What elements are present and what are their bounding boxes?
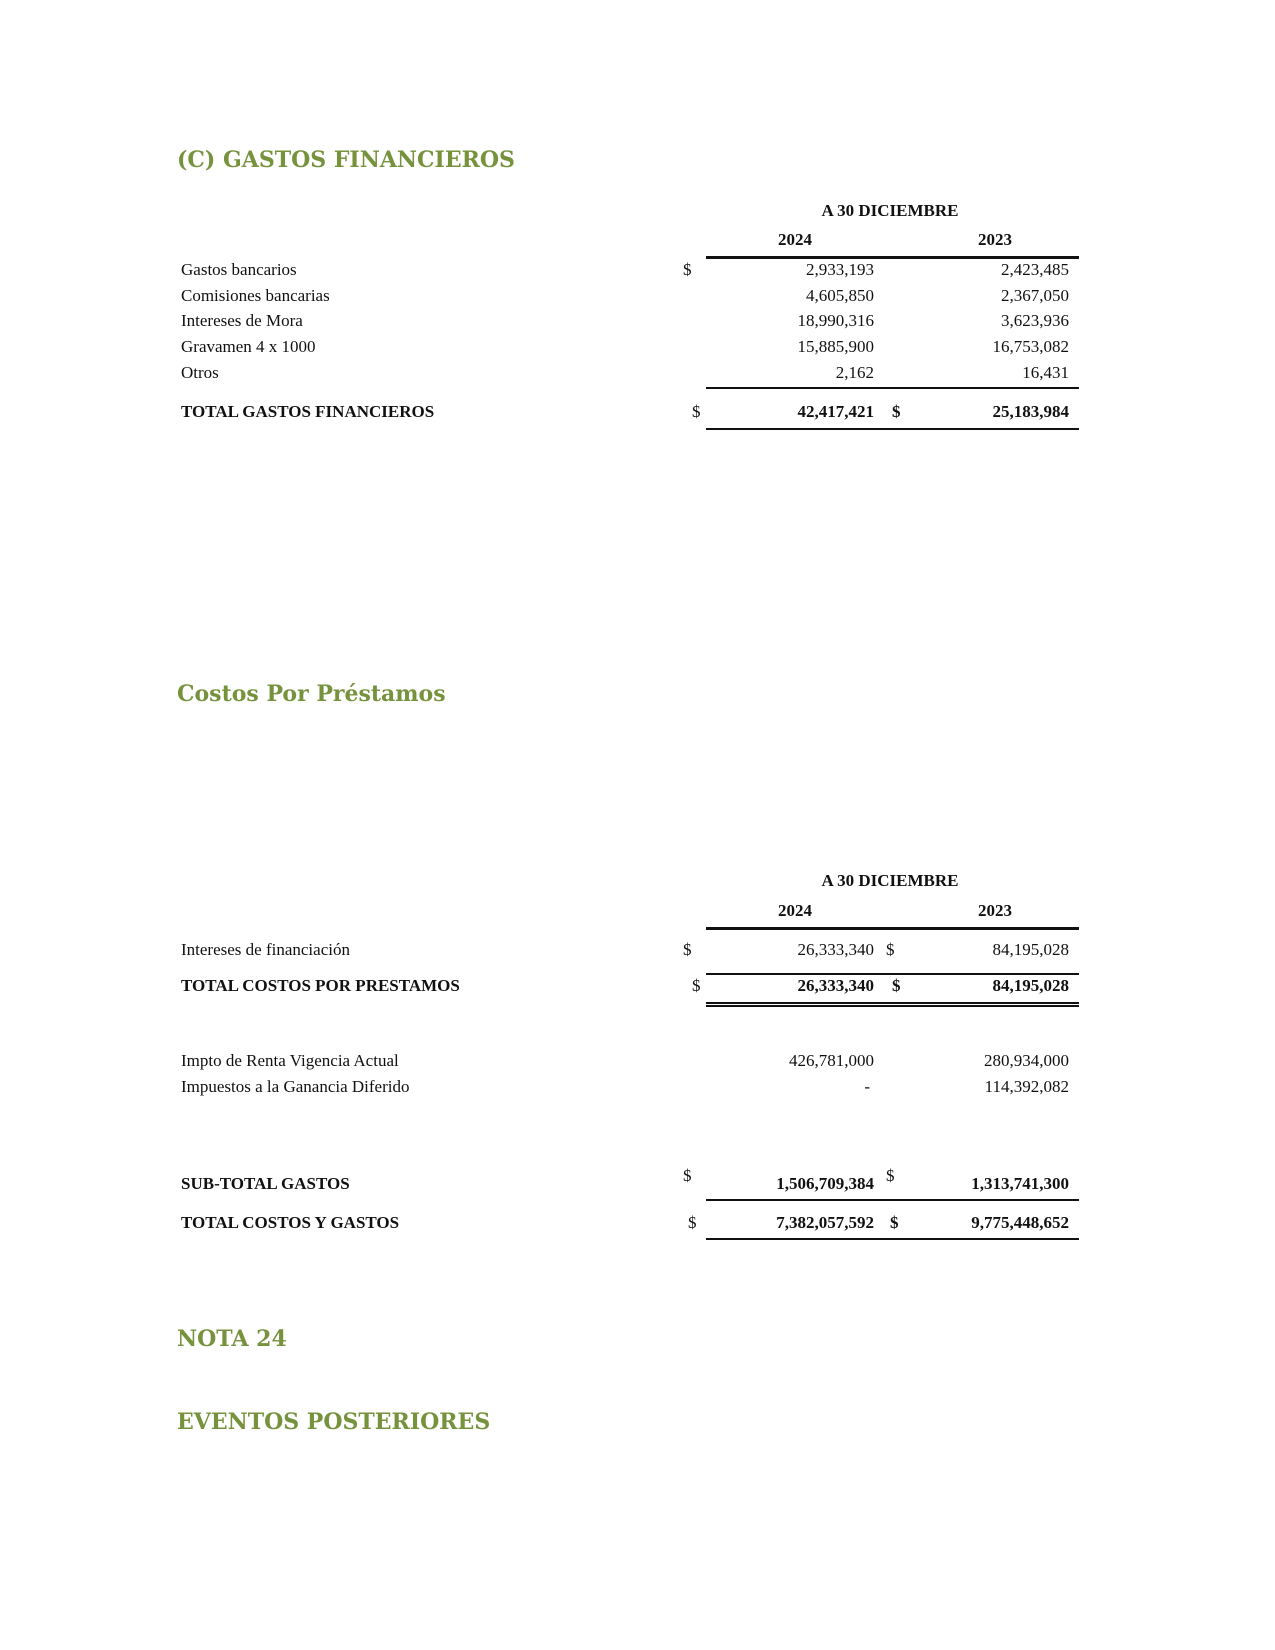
row-label: Gravamen 4 x 1000 bbox=[181, 337, 316, 356]
value-2024: - bbox=[864, 1077, 870, 1096]
total-label: TOTAL GASTOS FINANCIEROS bbox=[181, 402, 435, 421]
currency-symbol: $ bbox=[892, 976, 901, 995]
currency-symbol: $ bbox=[886, 1166, 895, 1185]
column-header-2023: 2023 bbox=[978, 901, 1012, 920]
grand-total-2024: 7,382,057,592 bbox=[776, 1213, 874, 1232]
note-number: NOTA 24 bbox=[177, 1326, 287, 1352]
value-2023: 3,623,936 bbox=[1001, 311, 1069, 330]
row-label: Intereses de financiación bbox=[181, 940, 350, 959]
double-total-rule bbox=[706, 1002, 1079, 1007]
currency-symbol: $ bbox=[892, 402, 901, 421]
value-2024: 2,162 bbox=[835, 363, 874, 382]
column-header-2024: 2024 bbox=[778, 901, 812, 920]
total-label: TOTAL COSTOS POR PRESTAMOS bbox=[181, 976, 460, 995]
currency-symbol: $ bbox=[683, 260, 692, 279]
section-title-gastos-financieros: (C) GASTOS FINANCIEROS bbox=[177, 147, 515, 173]
value-2024: 18,990,316 bbox=[797, 311, 874, 330]
row-label: Otros bbox=[181, 363, 219, 382]
value-2023: 2,423,485 bbox=[1001, 260, 1069, 279]
total-2023: 25,183,984 bbox=[992, 402, 1069, 421]
value-2024: 4,605,850 bbox=[806, 286, 874, 305]
subtotal-2023: 1,313,741,300 bbox=[971, 1174, 1069, 1193]
total-2024: 42,417,421 bbox=[797, 402, 874, 421]
currency-symbol: $ bbox=[890, 1213, 899, 1232]
subtotal-label: SUB-TOTAL GASTOS bbox=[181, 1174, 350, 1193]
note-title-eventos-posteriores: EVENTOS POSTERIORES bbox=[177, 1409, 491, 1435]
total-2024: 26,333,340 bbox=[797, 976, 874, 995]
value-2023: 2,367,050 bbox=[1001, 286, 1069, 305]
value-2024: 2,933,193 bbox=[806, 260, 874, 279]
value-2024: 15,885,900 bbox=[797, 337, 874, 356]
subtotal-rule bbox=[706, 387, 1079, 389]
currency-symbol: $ bbox=[683, 940, 692, 959]
row-label: Impto de Renta Vigencia Actual bbox=[181, 1051, 399, 1070]
currency-symbol: $ bbox=[688, 1213, 697, 1232]
header-rule bbox=[706, 927, 1079, 930]
row-label: Impuestos a la Ganancia Diferido bbox=[181, 1077, 410, 1096]
row-label: Comisiones bancarias bbox=[181, 286, 330, 305]
grand-total-2023: 9,775,448,652 bbox=[971, 1213, 1069, 1232]
total-2023: 84,195,028 bbox=[992, 976, 1069, 995]
section-title-costos-prestamos: Costos Por Préstamos bbox=[177, 681, 446, 707]
value-2024: 26,333,340 bbox=[797, 940, 874, 959]
value-2024: 426,781,000 bbox=[789, 1051, 874, 1070]
value-2023: 16,753,082 bbox=[992, 337, 1069, 356]
currency-symbol: $ bbox=[683, 1166, 692, 1185]
total-rule bbox=[706, 428, 1079, 430]
value-2023: 16,431 bbox=[1022, 363, 1069, 382]
header-rule bbox=[706, 256, 1079, 259]
value-2023: 280,934,000 bbox=[984, 1051, 1069, 1070]
value-2023: 114,392,082 bbox=[984, 1077, 1069, 1096]
row-label: Gastos bancarios bbox=[181, 260, 297, 279]
subtotal-rule bbox=[706, 1199, 1079, 1201]
grand-total-label: TOTAL COSTOS Y GASTOS bbox=[181, 1213, 400, 1232]
period-header: A 30 DICIEMBRE bbox=[821, 201, 959, 220]
period-header: A 30 DICIEMBRE bbox=[821, 871, 959, 890]
currency-symbol: $ bbox=[886, 940, 895, 959]
currency-symbol: $ bbox=[692, 402, 701, 421]
value-2023: 84,195,028 bbox=[992, 940, 1069, 959]
column-header-2023: 2023 bbox=[978, 230, 1012, 249]
column-header-2024: 2024 bbox=[778, 230, 812, 249]
row-label: Intereses de Mora bbox=[181, 311, 303, 330]
subtotal-2024: 1,506,709,384 bbox=[776, 1174, 874, 1193]
grand-total-rule bbox=[706, 1238, 1079, 1240]
subtotal-rule bbox=[706, 973, 1079, 975]
currency-symbol: $ bbox=[692, 976, 701, 995]
